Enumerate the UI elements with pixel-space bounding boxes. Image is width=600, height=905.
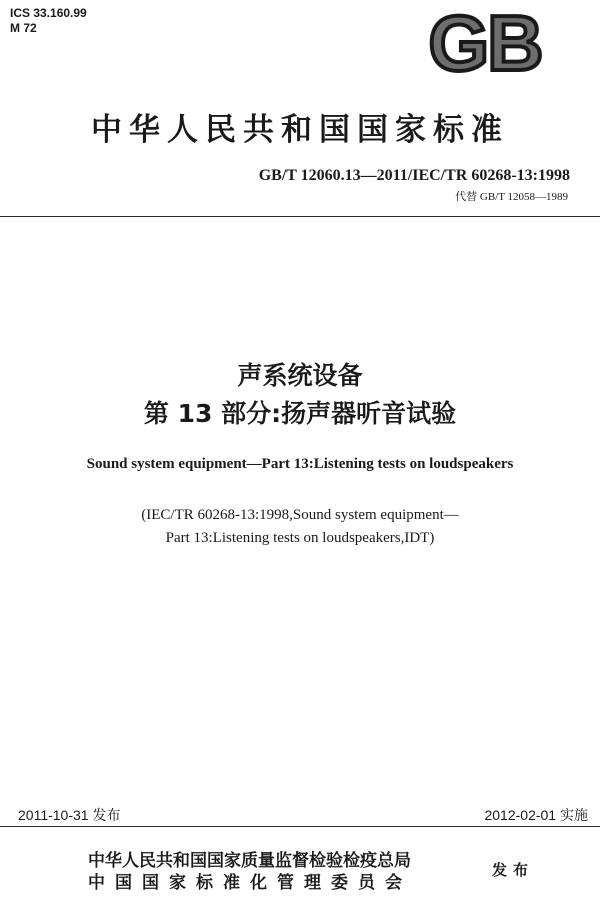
idt-reference-line2: Part 13:Listening tests on loudspeakers,IDT) [165,530,435,546]
footer-divider [0,826,600,827]
standard-org-title: 中华人民共和国国家标准 [91,112,509,148]
replaces-standard: 代替 GB/T 12058—1989 [455,191,568,203]
implementation-date: 2012-02-01 实施 [484,807,588,823]
classification-codes [10,6,87,36]
gb-logo [405,10,565,76]
chinese-title-line1: 声系统设备 [237,361,363,390]
issuer-line2: 中国国家标准化管理委员会 [88,873,412,893]
ics-code: ICS 33.160.99 [10,6,87,20]
gb-logo-text: GB [428,10,542,76]
issue-date: 2011-10-31 发布 [18,807,121,823]
category-code: M 72 [10,21,37,35]
idt-reference [0,504,600,550]
issuer-line1: 中华人民共和国国家质量监督检验检疫总局 [88,851,411,871]
issuing-authorities [88,850,412,894]
idt-reference-line1: (IEC/TR 60268-13:1998,Sound system equipment— [141,507,459,523]
standard-number: GB/T 12060.13—2011/IEC/TR 60268-13:1998 [258,167,570,184]
header-divider [0,216,600,217]
chinese-title-line2: 第 13 部分:扬声器听音试验 [143,399,457,428]
publish-label: 发布 [492,861,535,879]
english-title: Sound system equipment—Part 13:Listening tests on loudspeakers [86,456,514,472]
